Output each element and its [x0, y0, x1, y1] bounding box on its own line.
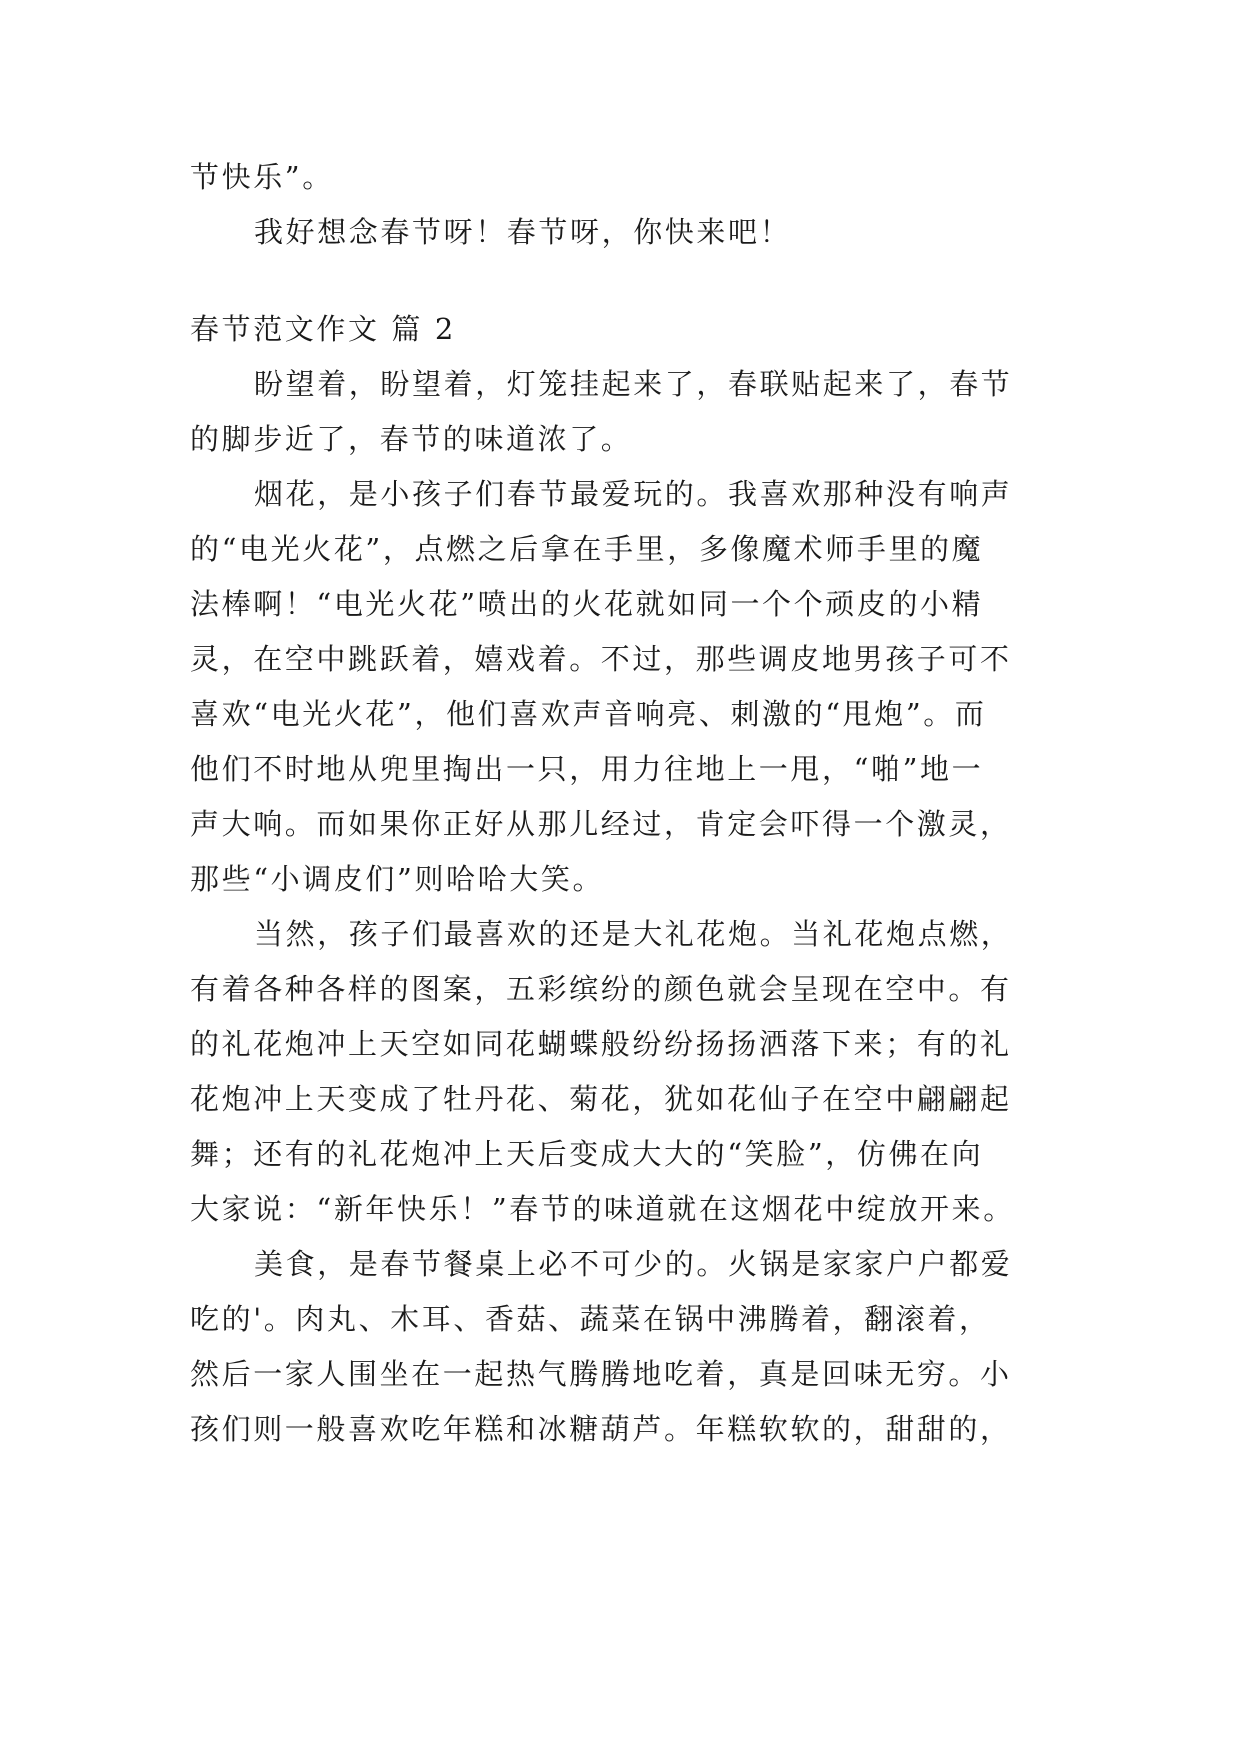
paragraph-line: 然后一家人围坐在一起热气腾腾地吃着，真是回味无穷。小	[190, 1357, 1012, 1391]
paragraph-line: 烟花，是小孩子们春节最爱玩的。我喜欢那种没有响声	[254, 477, 1013, 511]
paragraph-line: 喜欢“电光火花”，他们喜欢声音响亮、刺激的“甩炮”。而	[190, 697, 987, 731]
paragraph-line: 法棒啊！“电光火花”喷出的火花就如同一个个顽皮的小精	[190, 587, 984, 621]
paragraph-line: 孩们则一般喜欢吃年糕和冰糖葫芦。年糕软软的，甜甜的，	[190, 1412, 1012, 1446]
closing-line: 我好想念春节呀！春节呀，你快来吧！	[254, 215, 792, 249]
paragraph-3	[190, 907, 1062, 1237]
paragraph-line: 声大响。而如果你正好从那儿经过，肯定会吓得一个激灵，	[190, 807, 1012, 841]
paragraph-1	[190, 357, 1062, 467]
paragraph-line: 盼望着，盼望着，灯笼挂起来了，春联贴起来了，春节	[254, 367, 1013, 401]
paragraph-line: 灵，在空中跳跃着，嬉戏着。不过，那些调皮地男孩子可不	[190, 642, 1012, 676]
paragraph-line: 舞；还有的礼花炮冲上天后变成大大的“笑脸”，仿佛在向	[190, 1137, 984, 1171]
paragraph-line: 当然，孩子们最喜欢的还是大礼花炮。当礼花炮点燃，	[254, 917, 1013, 951]
paragraph-line: 那些“小调皮们”则哈哈大笑。	[190, 862, 605, 896]
paragraph-line: 的礼花炮冲上天空如同花蝴蝶般纷纷扬扬洒落下来；有的礼	[190, 1027, 1012, 1061]
section-title: 春节范文作文 篇 2	[190, 312, 456, 346]
paragraph-line: 美食，是春节餐桌上必不可少的。火锅是家家户户都爱	[254, 1247, 1013, 1281]
paragraph-line: 花炮冲上天变成了牡丹花、菊花，犹如花仙子在空中翩翩起	[190, 1082, 1012, 1116]
paragraph-line: 的“电光火花”，点燃之后拿在手里，多像魔术师手里的魔	[190, 532, 984, 566]
paragraph-line: 吃的'。肉丸、木耳、香菇、蔬菜在锅中沸腾着，翻滚着，	[190, 1302, 991, 1336]
paragraph-line: 大家说：“新年快乐！”春节的味道就在这烟花中绽放开来。	[190, 1192, 1015, 1226]
paragraph-4	[190, 1237, 1062, 1457]
paragraph-line: 有着各种各样的图案，五彩缤纷的颜色就会呈现在空中。有	[190, 972, 1012, 1006]
document-page	[190, 150, 1062, 1457]
continuation-line: 节快乐”。	[190, 160, 334, 194]
paragraph-2	[190, 467, 1062, 907]
paragraph-line: 的脚步近了，春节的味道浓了。	[190, 422, 633, 456]
paragraph-line: 他们不时地从兜里掏出一只，用力往地上一甩，“啪”地一	[190, 752, 984, 786]
